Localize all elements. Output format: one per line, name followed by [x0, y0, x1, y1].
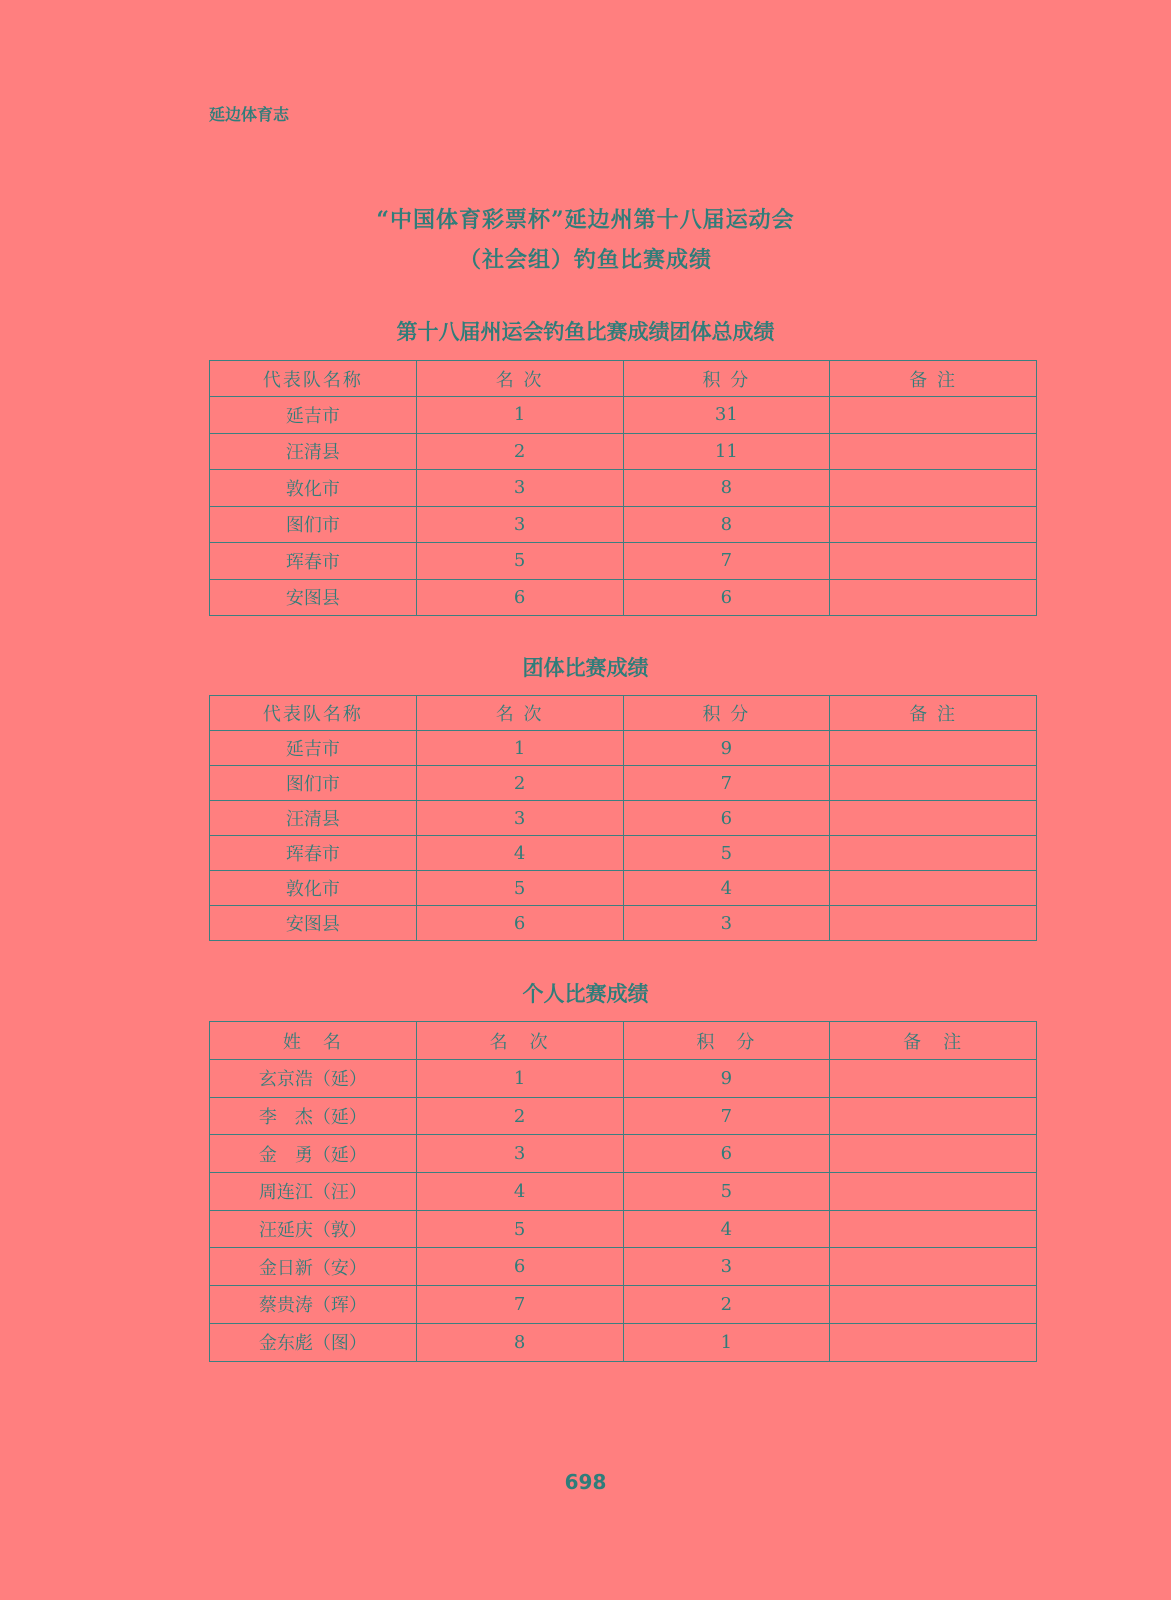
- remarks-cell: [830, 1135, 1037, 1173]
- column-header-points: 积 分: [623, 361, 830, 397]
- rank-cell: 4: [416, 1173, 623, 1211]
- remarks-cell: [830, 397, 1037, 434]
- rank-cell: 3: [416, 506, 623, 543]
- remarks-cell: [830, 731, 1037, 766]
- remarks-cell: [830, 766, 1037, 801]
- rank-cell: 4: [416, 836, 623, 871]
- table-row: [210, 801, 1037, 836]
- table-row: [210, 1173, 1037, 1211]
- points-cell: 9: [623, 1060, 830, 1098]
- rank-cell: 5: [416, 543, 623, 580]
- name-cell: 汪延庆（敦）: [210, 1210, 417, 1248]
- table-row: [210, 836, 1037, 871]
- points-cell: 5: [623, 1173, 830, 1211]
- points-cell: 1: [623, 1323, 830, 1361]
- rank-cell: 1: [416, 1060, 623, 1098]
- remarks-cell: [830, 470, 1037, 507]
- points-cell: 6: [623, 1135, 830, 1173]
- team-cell: 延吉市: [210, 731, 417, 766]
- table-row: [210, 433, 1037, 470]
- team-cell: 汪清县: [210, 801, 417, 836]
- table-row: [210, 906, 1037, 941]
- rank-cell: 2: [416, 766, 623, 801]
- table-row: [210, 766, 1037, 801]
- points-cell: 3: [623, 906, 830, 941]
- name-cell: 金东彪（图）: [210, 1323, 417, 1361]
- column-header-remarks: 备 注: [830, 1022, 1037, 1060]
- individual-competition-heading: 个人比赛成绩: [522, 982, 649, 1006]
- table-row: [210, 731, 1037, 766]
- remarks-cell: [830, 1173, 1037, 1211]
- remarks-cell: [830, 871, 1037, 906]
- team-competition-table: [209, 695, 1037, 941]
- table-row: [210, 1210, 1037, 1248]
- table-header-row: [210, 696, 1037, 731]
- table-row: [210, 543, 1037, 580]
- name-cell: 玄京浩（延）: [210, 1060, 417, 1098]
- page-title-line1: “中国体育彩票杯”延边州第十八届运动会: [376, 207, 795, 233]
- column-header-remarks: 备 注: [830, 361, 1037, 397]
- points-cell: 7: [623, 1097, 830, 1135]
- team-cell: 汪清县: [210, 433, 417, 470]
- team-total-heading: 第十八届州运会钓鱼比赛成绩团体总成绩: [396, 320, 775, 344]
- points-cell: 4: [623, 1210, 830, 1248]
- points-cell: 3: [623, 1248, 830, 1286]
- remarks-cell: [830, 836, 1037, 871]
- table-row: [210, 506, 1037, 543]
- rank-cell: 3: [416, 1135, 623, 1173]
- table-row: [210, 1248, 1037, 1286]
- column-header-remarks: 备 注: [830, 696, 1037, 731]
- team-total-table: [209, 360, 1037, 616]
- page-number: 698: [564, 1470, 607, 1494]
- remarks-cell: [830, 506, 1037, 543]
- remarks-cell: [830, 579, 1037, 616]
- table-row: [210, 871, 1037, 906]
- points-cell: 31: [623, 397, 830, 434]
- points-cell: 5: [623, 836, 830, 871]
- name-cell: 蔡贵涛（珲）: [210, 1286, 417, 1324]
- team-cell: 图们市: [210, 766, 417, 801]
- team-cell: 珲春市: [210, 543, 417, 580]
- column-header-points: 积 分: [623, 1022, 830, 1060]
- name-cell: 金 勇（延）: [210, 1135, 417, 1173]
- column-header-team: 代表队名称: [210, 361, 417, 397]
- column-header-rank: 名 次: [416, 361, 623, 397]
- points-cell: 11: [623, 433, 830, 470]
- remarks-cell: [830, 1286, 1037, 1324]
- remarks-cell: [830, 1323, 1037, 1361]
- column-header-rank: 名 次: [416, 1022, 623, 1060]
- table-row: [210, 1286, 1037, 1324]
- rank-cell: 1: [416, 397, 623, 434]
- team-cell: 安图县: [210, 906, 417, 941]
- rank-cell: 8: [416, 1323, 623, 1361]
- team-competition-heading: 团体比赛成绩: [522, 656, 649, 680]
- rank-cell: 1: [416, 731, 623, 766]
- table-row: [210, 470, 1037, 507]
- remarks-cell: [830, 801, 1037, 836]
- points-cell: 2: [623, 1286, 830, 1324]
- table-row: [210, 1097, 1037, 1135]
- table-row: [210, 1135, 1037, 1173]
- remarks-cell: [830, 433, 1037, 470]
- running-head: 延边体育志: [209, 105, 290, 124]
- remarks-cell: [830, 1097, 1037, 1135]
- table-row: [210, 579, 1037, 616]
- points-cell: 7: [623, 543, 830, 580]
- table-row: [210, 397, 1037, 434]
- team-cell: 珲春市: [210, 836, 417, 871]
- table-header-row: [210, 1022, 1037, 1060]
- remarks-cell: [830, 1060, 1037, 1098]
- rank-cell: 2: [416, 433, 623, 470]
- rank-cell: 3: [416, 470, 623, 507]
- team-cell: 敦化市: [210, 470, 417, 507]
- points-cell: 8: [623, 470, 830, 507]
- page-title-line2: （社会组）钓鱼比赛成绩: [458, 247, 712, 273]
- points-cell: 6: [623, 579, 830, 616]
- rank-cell: 7: [416, 1286, 623, 1324]
- points-cell: 7: [623, 766, 830, 801]
- remarks-cell: [830, 1210, 1037, 1248]
- team-cell: 图们市: [210, 506, 417, 543]
- points-cell: 4: [623, 871, 830, 906]
- remarks-cell: [830, 543, 1037, 580]
- name-cell: 金日新（安）: [210, 1248, 417, 1286]
- points-cell: 6: [623, 801, 830, 836]
- rank-cell: 6: [416, 906, 623, 941]
- team-cell: 安图县: [210, 579, 417, 616]
- individual-competition-table: [209, 1021, 1037, 1362]
- table-row: [210, 1323, 1037, 1361]
- remarks-cell: [830, 906, 1037, 941]
- name-cell: 周连江（汪）: [210, 1173, 417, 1211]
- rank-cell: 5: [416, 871, 623, 906]
- column-header-name: 姓 名: [210, 1022, 417, 1060]
- rank-cell: 5: [416, 1210, 623, 1248]
- column-header-team: 代表队名称: [210, 696, 417, 731]
- name-cell: 李 杰（延）: [210, 1097, 417, 1135]
- rank-cell: 6: [416, 579, 623, 616]
- column-header-points: 积 分: [623, 696, 830, 731]
- rank-cell: 2: [416, 1097, 623, 1135]
- points-cell: 8: [623, 506, 830, 543]
- column-header-rank: 名 次: [416, 696, 623, 731]
- rank-cell: 6: [416, 1248, 623, 1286]
- team-cell: 延吉市: [210, 397, 417, 434]
- rank-cell: 3: [416, 801, 623, 836]
- table-header-row: [210, 361, 1037, 397]
- remarks-cell: [830, 1248, 1037, 1286]
- team-cell: 敦化市: [210, 871, 417, 906]
- points-cell: 9: [623, 731, 830, 766]
- table-row: [210, 1060, 1037, 1098]
